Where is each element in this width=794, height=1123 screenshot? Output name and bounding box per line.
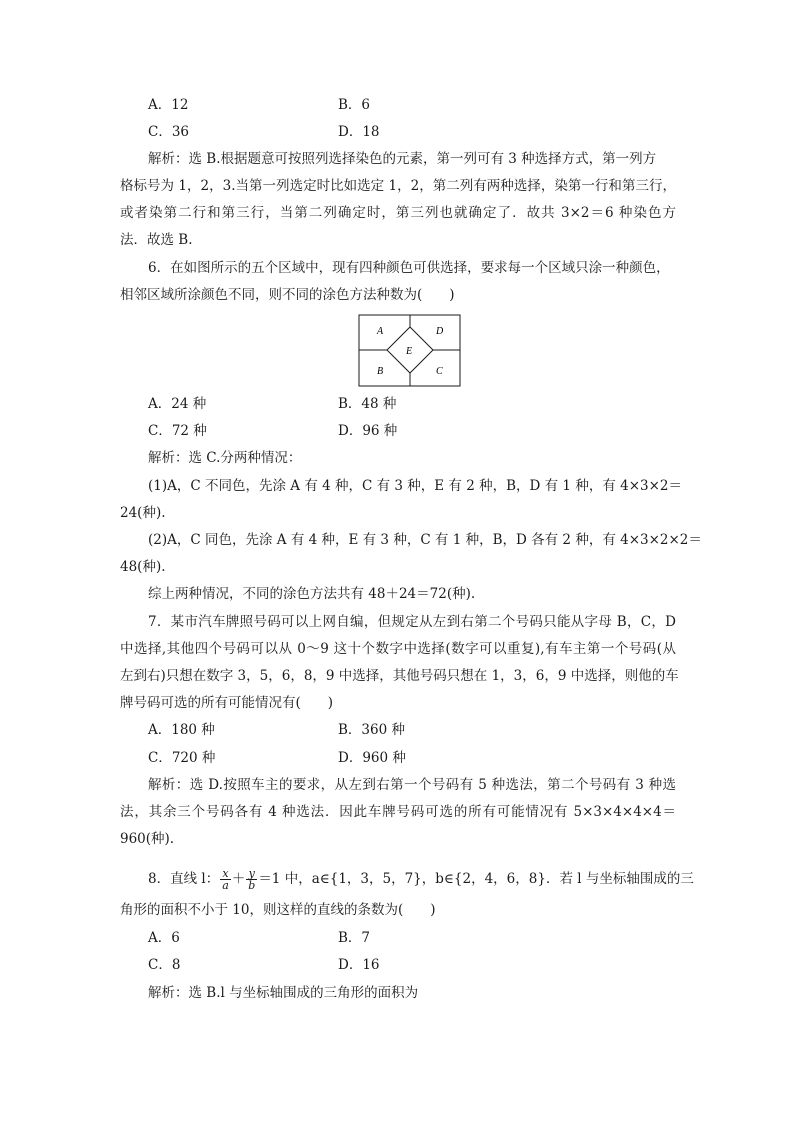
q6-option-c: C．72 种 <box>148 423 207 439</box>
q5-analysis-line: 解析：选 B.根据题意可按照列选择染色的元素，第一列可有 3 种选择方式，第一列方 <box>148 151 657 167</box>
region-figure <box>358 314 462 388</box>
q5-option-d: D．18 <box>338 124 380 140</box>
fraction-numerator: y <box>246 868 257 880</box>
q7-option-d: D．960 种 <box>338 750 406 766</box>
fraction-x-over-a <box>220 868 231 891</box>
q6-analysis-line: 解析：选 C.分两种情况： <box>148 450 302 466</box>
fraction-numerator: x <box>220 868 231 880</box>
q7-stem-line: 左到右)只想在数字 3，5，6，8，9 中选择，其他号码只想在 1，3，6，9 中选择，则他的车 <box>120 668 679 684</box>
figure-label-e: E <box>406 346 413 357</box>
q5-option-c: C．36 <box>148 124 190 140</box>
q6-analysis-line: 24(种). <box>120 505 166 521</box>
q7-stem-line: 牌号码可选的所有可能情况有( ) <box>120 695 334 711</box>
q8-option-d: D．16 <box>338 957 380 973</box>
q8-stem-line <box>148 866 694 892</box>
q6-stem-line: 相邻区域所涂颜色不同，则不同的涂色方法种数为( ) <box>120 287 455 303</box>
figure-label-b: B <box>377 366 384 377</box>
q6-analysis-line: 综上两种情况，不同的涂色方法共有 48＋24＝72(种). <box>148 586 476 602</box>
plus-sign: ＋ <box>231 871 246 887</box>
q8-stem-suffix: ＝1 中，a∈{1，3，5，7}，b∈{2，4，6，8}．若 l 与坐标轴围成的三 <box>258 871 694 887</box>
q7-stem-line: 中选择,其他四个号码可以从 0～9 这十个数字中选择(数字可以重复),有车主第一个号码(从 <box>120 641 676 657</box>
q6-stem-line: 6．在如图所示的五个区域中，现有四种颜色可供选择，要求每一个区域只涂一种颜色， <box>148 260 670 276</box>
q5-analysis-line: 法．故选 B. <box>120 232 193 248</box>
q5-option-a: A．12 <box>148 97 189 113</box>
fraction-denominator: a <box>222 879 229 892</box>
q7-analysis-line: 解析：选 D.按照车主的要求，从左到右第一个号码有 5 种选法，第二个号码有 3 种选 <box>148 777 676 793</box>
q6-analysis-line: 48(种). <box>120 559 166 575</box>
q5-analysis-line: 格标号为 1，2，3.当第一列选定时比如选定 1，2，第二列有两种选择，染第一行和第三行， <box>120 178 676 194</box>
figure-label-c: C <box>436 366 443 377</box>
q7-option-a: A．180 种 <box>148 722 215 738</box>
q8-stem-prefix: 8．直线 l： <box>148 871 220 887</box>
figure-label-d: D <box>436 326 444 337</box>
q8-option-b: B．7 <box>338 930 371 946</box>
fraction-y-over-b <box>246 868 257 891</box>
q6-option-a: A．24 种 <box>148 396 207 412</box>
q8-analysis-line: 解析：选 B.l 与坐标轴围成的三角形的面积为 <box>148 985 419 1001</box>
q8-option-a: A．6 <box>148 930 180 946</box>
q7-analysis-line: 法，其余三个号码各有 4 种选法．因此车牌号码可选的所有可能情况有 5×3×4×4×4＝ <box>120 804 676 820</box>
q6-option-d: D．96 种 <box>338 423 398 439</box>
q7-analysis-line: 960(种). <box>120 831 175 847</box>
q5-option-b: B．6 <box>338 97 371 113</box>
q7-stem-line: 7．某市汽车牌照号码可以上网自编，但规定从左到右第二个号码只能从字母 B，C，D <box>148 614 676 630</box>
q7-option-c: C．720 种 <box>148 750 216 766</box>
q8-stem-line: 角形的面积不小于 10，则这样的直线的条数为( ) <box>120 902 436 918</box>
figure-label-a: A <box>377 326 384 337</box>
q8-option-c: C．8 <box>148 957 181 973</box>
fraction-denominator: b <box>248 879 256 892</box>
q5-analysis-line: 或者染第二行和第三行，当第二列确定时，第三列也就确定了．故共 3×2＝6 种染色方 <box>120 205 676 221</box>
q6-analysis-line: (1)A，C 不同色，先涂 A 有 4 种，C 有 3 种，E 有 2 种，B，D 有 1 种，有 4×3×2＝ <box>148 478 682 494</box>
q6-option-b: B．48 种 <box>338 396 397 412</box>
q7-option-b: B．360 种 <box>338 722 405 738</box>
q6-analysis-line: (2)A，C 同色，先涂 A 有 4 种，E 有 3 种，C 有 1 种，B，D 各有 2 种，有 4×3×2×2＝ <box>148 532 702 548</box>
